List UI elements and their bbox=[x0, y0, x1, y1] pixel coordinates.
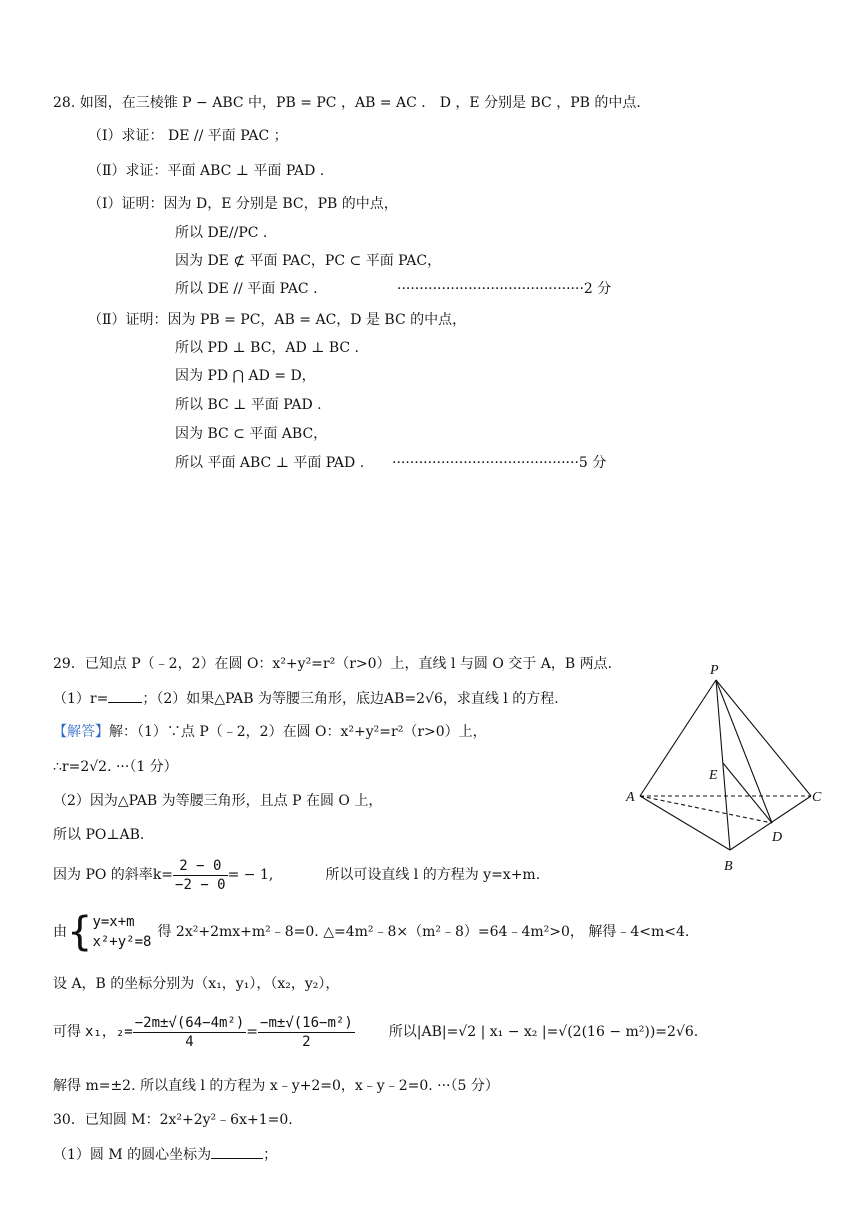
q29-stem: 29．已知点 P（﹣2，2）在圆 O：x²+y²=r²（r>0）上，直线 l 与圆 O 交于 A，B 两点． bbox=[53, 656, 622, 672]
q29-system-line bbox=[53, 909, 689, 955]
root2-denominator: 2 bbox=[302, 1033, 311, 1050]
segment-AD-hidden bbox=[640, 796, 772, 823]
q28-sol2-score: ··········································5 分 bbox=[392, 455, 607, 471]
answer-tag: 【解答】 bbox=[53, 724, 109, 740]
system-result: 得 2x²+2mx+m²﹣8=0. △=4m²﹣8×（m²﹣8）=64﹣4m²>0， 解得﹣4<m<4. bbox=[157, 924, 690, 940]
label-B: B bbox=[724, 859, 733, 874]
pyramid-figure bbox=[620, 655, 840, 880]
label-E: E bbox=[709, 768, 718, 783]
system-prefix: 由 bbox=[53, 924, 67, 940]
answer-text: 解：（1）∵点 P（﹣2，2）在圆 O：x²+y²=r²（r>0）上， bbox=[109, 724, 487, 740]
q28-sol1-line1: （Ⅰ）证明：因为 D，E 分别是 BC，PB 的中点， bbox=[88, 196, 398, 212]
slope-intro: 因为 PO 的斜率 bbox=[53, 867, 153, 883]
root2-numerator: −m±√(16−m²) bbox=[260, 1014, 353, 1031]
q28-sol2-line4: 所以 BC ⊥ 平面 PAD . bbox=[175, 397, 322, 413]
q29-roots-line bbox=[53, 1010, 698, 1054]
q28-part1: （Ⅰ）求证： DE // 平面 PAC ； bbox=[88, 128, 288, 144]
slope-numerator: 2 − 0 bbox=[173, 857, 228, 876]
system-eq2: x²+y²=8 bbox=[92, 934, 152, 950]
system-eq1: y=x+m bbox=[92, 914, 135, 930]
label-D: D bbox=[772, 830, 783, 845]
line-form: 所以可设直线 l 的方程为 y=x+m. bbox=[325, 867, 541, 883]
slope-denominator: −2 − 0 bbox=[175, 876, 226, 893]
edge-PD bbox=[716, 680, 772, 823]
q28-sol2-line1: （Ⅱ）证明：因为 PB = PC，AB = AC，D 是 BC 的中点， bbox=[88, 312, 467, 328]
q29-coord-line: 设 A，B 的坐标分别为（x₁，y₁），（x₂，y₂）， bbox=[53, 976, 340, 992]
edge-AB bbox=[640, 796, 730, 850]
slope-k: k= bbox=[152, 867, 174, 883]
q28-sol2-line2: 所以 PD ⊥ BC，AD ⊥ BC . bbox=[175, 340, 359, 356]
q29-answer-line3: （2）因为△PAB 为等腰三角形，且点 P 在圆 O 上， bbox=[53, 793, 383, 809]
equals-sign: = bbox=[246, 1024, 259, 1040]
q29-solve-line: 解得 m=±2. 所以直线 l 的方程为 x﹣y+2=0，x﹣y﹣2=0. ···（5 分） bbox=[53, 1078, 499, 1094]
roots-x12: x₁，₂= bbox=[85, 1024, 133, 1040]
slope-result: = − 1, bbox=[227, 867, 274, 883]
q28-stem: 28. 如图，在三棱锥 P − ABC 中，PB = PC ，AB = AC ． D ，E 分别是 BC ，PB 的中点． bbox=[53, 95, 651, 111]
root-fraction-2 bbox=[258, 1014, 355, 1051]
q28-sol2-line6: 所以 平面 ABC ⊥ 平面 PAD . bbox=[175, 455, 365, 471]
edge-PC bbox=[716, 680, 811, 796]
edge-PA bbox=[640, 680, 716, 796]
q30-stem: 30．已知圆 M：2x²+2y²﹣6x+1=0. bbox=[53, 1112, 293, 1128]
root1-numerator: −2m±√(64−4m²) bbox=[134, 1014, 245, 1031]
roots-prefix: 可得 bbox=[53, 1024, 81, 1040]
q29-part1-label: （1）r= bbox=[53, 691, 109, 707]
answer-blank bbox=[211, 1145, 263, 1159]
label-C: C bbox=[812, 790, 822, 805]
q29-slope-line bbox=[53, 854, 540, 896]
q30-part1-text: （1）圆 M 的圆心坐标为 bbox=[53, 1147, 212, 1163]
label-A: A bbox=[626, 790, 635, 805]
root-fraction-1 bbox=[133, 1014, 247, 1051]
q28-sol1-line2: 所以 DE//PC . bbox=[175, 225, 268, 241]
q29-answer-line2: ∴r=2√2. ···（1 分） bbox=[53, 759, 178, 775]
ab-length: 所以|AB|=√2 | x₁ − x₂ |=√(2(16 − m²))=2√6. bbox=[388, 1024, 699, 1040]
q30-part1 bbox=[53, 1145, 277, 1164]
q28-part2: （Ⅱ）求证：平面 ABC ⊥ 平面 PAD . bbox=[88, 163, 325, 179]
q29-answer-line4: 所以 PO⊥AB. bbox=[53, 827, 145, 843]
q29-parts bbox=[53, 689, 559, 708]
root1-denominator: 4 bbox=[185, 1033, 194, 1050]
q28-sol2-line3: 因为 PD ⋂ AD = D， bbox=[175, 368, 316, 384]
edge-PB bbox=[716, 680, 730, 850]
q30-part1-end: ； bbox=[263, 1147, 278, 1163]
q29-part2-text: ；（2）如果△PAB 为等腰三角形，底边AB=2√6，求直线 l 的方程. bbox=[142, 691, 559, 707]
answer-blank bbox=[108, 689, 142, 703]
equation-system bbox=[92, 912, 151, 952]
q28-sol2-line5: 因为 BC ⊂ 平面 ABC， bbox=[175, 426, 328, 442]
q28-sol1-line4: 所以 DE // 平面 PAC . bbox=[175, 281, 318, 297]
q29-answer-line1 bbox=[53, 723, 487, 741]
q28-sol1-line3: 因为 DE ⊄ 平面 PAC，PC ⊂ 平面 PAC， bbox=[175, 253, 442, 269]
q28-sol1-score: ··········································2 分 bbox=[397, 281, 612, 297]
slope-fraction bbox=[173, 857, 228, 894]
left-brace: { bbox=[67, 909, 93, 955]
label-P: P bbox=[710, 663, 719, 678]
